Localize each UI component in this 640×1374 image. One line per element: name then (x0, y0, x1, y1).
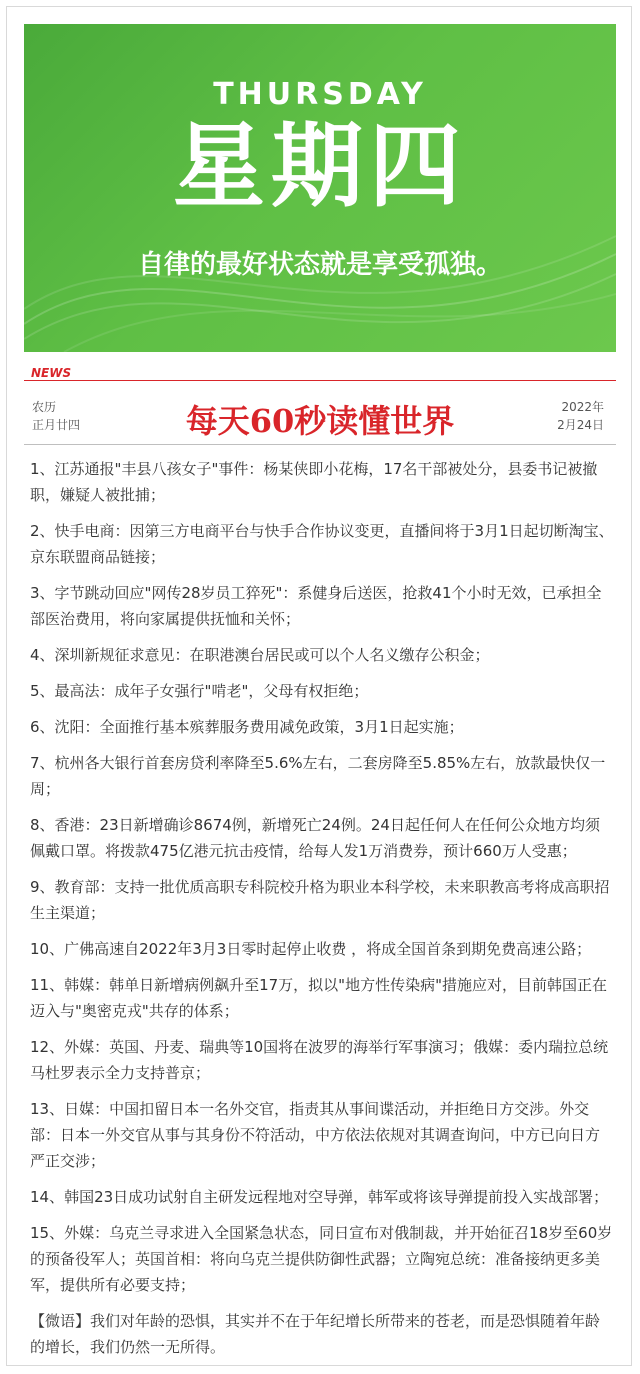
news-tag: NEWS (31, 366, 72, 380)
news-item: 5、最高法：成年子女强行"啃老"，父母有权拒绝； (30, 682, 369, 700)
daily-quote: 【微语】我们对年龄的恐惧，其实并不在于年纪增长所带来的苍老，而是恐惧随着年龄的增长，我们仍然一无所得。 (30, 1312, 601, 1356)
motto: 自律的最好状态就是享受孤独。 (137, 250, 502, 280)
news-list (30, 456, 614, 1370)
date-day: 2月24日 (557, 418, 604, 432)
news-item: 8、香港：23日新增确诊8674例，新增死亡24例。24日起任何人在任何公众地方均须佩戴口罩。将拨款475亿港元抗击疫情，给每人发1万消费券，预计660万人受惠； (30, 816, 600, 860)
news-item: 15、外媒：乌克兰寻求进入全国紧急状态，同日宣布对俄制裁，并开始征召18岁至60岁的预备役军人；英国首相：将向乌克兰提供防御性武器；立陶宛总统：准备接纳更多美军，提供所有必要支持； (30, 1224, 613, 1294)
day-english: THURSDAY (213, 77, 427, 112)
day-banner (24, 24, 616, 352)
news-item: 3、字节跳动回应"网传28岁员工猝死"：系健身后送医，抢救41个小时无效，已承担全部医治费用，将向家属提供抚恤和关怀； (30, 584, 602, 628)
news-item: 6、沈阳：全面推行基本殡葬服务费用减免政策，3月1日起实施； (30, 718, 464, 736)
red-divider (24, 380, 616, 381)
page-title: 每天60秒读懂世界 (185, 402, 455, 440)
news-item: 10、广佛高速自2022年3月3日零时起停止收费 ，将成全国首条到期免费高速公路； (30, 940, 592, 958)
news-item: 4、深圳新规征求意见：在职港澳台居民或可以个人名义缴存公积金； (30, 646, 490, 664)
news-item: 2、快手电商：因第三方电商平台与快手合作协议变更，直播间将于3月1日起切断淘宝、京东联盟商品链接； (30, 522, 614, 566)
news-item: 13、日媒：中国扣留日本一名外交官，指责其从事间谍活动，并拒绝日方交涉。外交部：日本一外交官从事与其身份不符活动，中方依法依规对其调查询问，中方已向日方严正交涉； (30, 1100, 601, 1170)
news-item: 1、江苏通报"丰县八孩女子"事件：杨某侠即小花梅，17名干部被处分，县委书记被撤职，嫌疑人被批捕； (30, 460, 598, 504)
news-item: 11、韩媒：韩单日新增病例飙升至17万，拟以"地方性传染病"措施应对，目前韩国正在迈入与"奥密克戎"共存的体系； (30, 976, 607, 1020)
gregorian-date (540, 398, 604, 434)
lunar-label: 农历 (32, 400, 57, 414)
news-item: 12、外媒：英国、丹麦、瑞典等10国将在波罗的海举行军事演习；俄媒：委内瑞拉总统马杜罗表示全力支持普京； (30, 1038, 609, 1082)
lunar-day: 正月廿四 (32, 418, 81, 432)
header-divider (24, 444, 616, 445)
news-item: 7、杭州各大银行首套房贷利率降至5.6%左右，二套房降至5.85%左右，放款最快仅一周； (30, 754, 606, 798)
date-year: 2022年 (561, 400, 604, 414)
lunar-date (32, 398, 112, 434)
news-item: 9、教育部：支持一批优质高职专科院校升格为职业本科学校，未来职教高考将成高职招生主渠道； (30, 878, 610, 922)
day-chinese: 星期四 (172, 113, 467, 220)
news-item: 14、韩国23日成功试射自主研发远程地对空导弹，韩军或将该导弹提前投入实战部署； (30, 1188, 609, 1206)
